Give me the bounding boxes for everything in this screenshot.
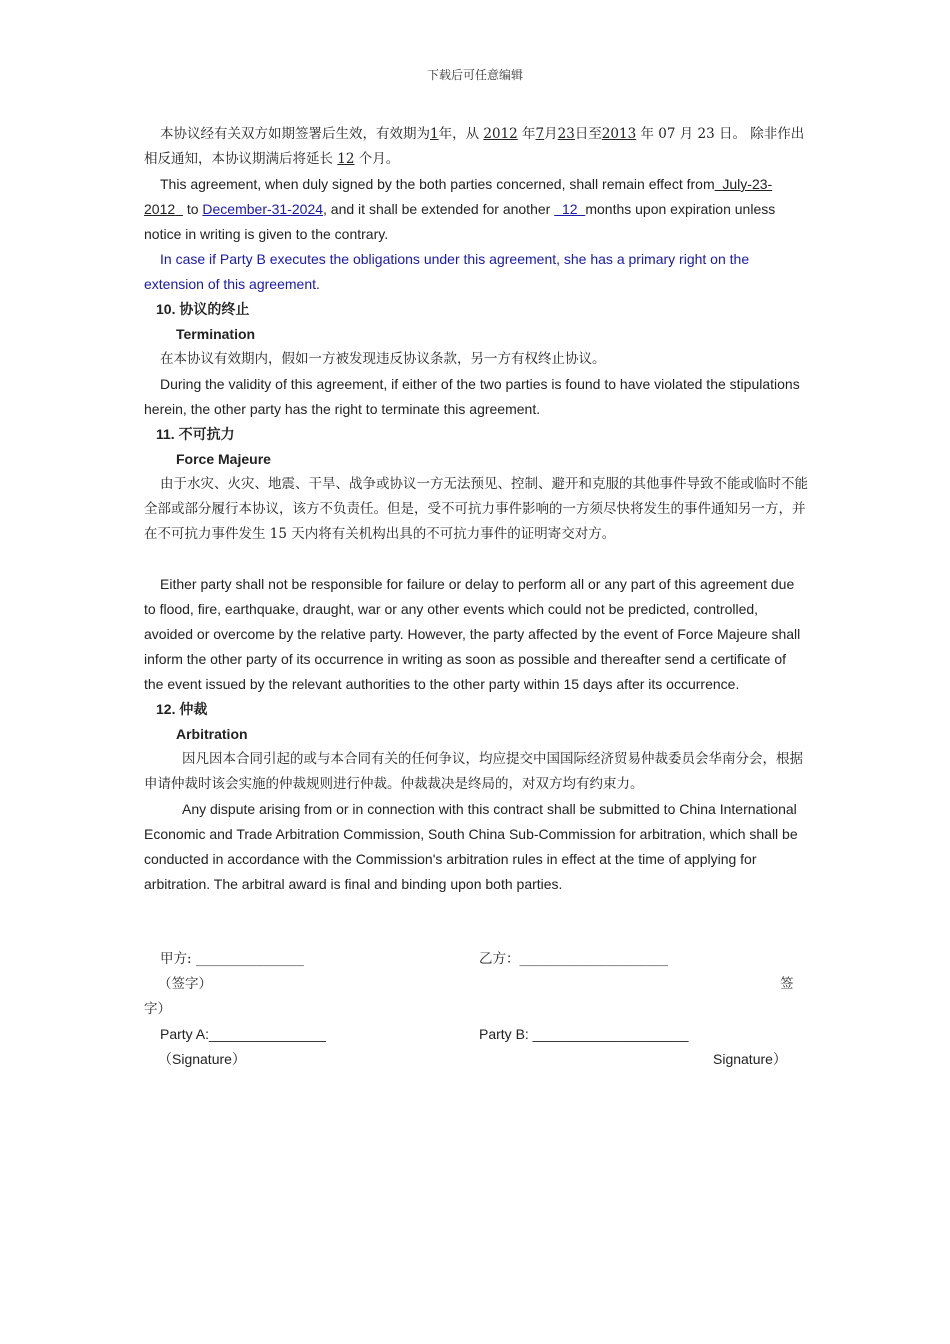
section-11-en: Either party shall not be responsible for failure or delay to perform all or any part of this agreement due to flood, fire, earthquake, draught, war or any other events which could not be predicted, controlled, avoided or overcome by the relative party. However, the party affected by the event of Force Majeure shall inform the other party of its occurrence in writing as soon as possible and thereafter send a certificate of the event issued by the relevant authorities to the other party within 15 days after its occurrence.: [144, 576, 801, 692]
section-10-title: 10. 协议的终止: [156, 301, 250, 317]
validity-zh: 本协议经有关双方如期签署后生效，有效期为1年，从 2012 年7月23日至2013 年 07 月 23 日。 除非作出相反通知，本协议期满后将延长 12 个月。: [144, 126, 805, 167]
signature-label-row-en: [144, 1047, 808, 1072]
years-field: 1: [430, 126, 439, 142]
section-12-title: 12. 仲裁: [156, 701, 208, 717]
sign-label-zh-right: 签: [780, 976, 794, 992]
start-month-field: 7: [535, 126, 545, 142]
section-10-zh: 在本协议有效期内，假如一方被发现违反协议条款，另一方有权终止协议。: [160, 351, 606, 367]
document-body: [144, 122, 808, 1072]
signature-row-zh: [144, 947, 808, 972]
extension-field-en: 12: [561, 201, 578, 217]
validity-en: This agreement, when duly signed by the both parties concerned, shall remain effect from July-23-2012 to December-31-2024, and it shall be extended for another 12 months upon expiration unless notice in writing is given to the contrary.: [144, 176, 776, 242]
extension-right-note: In case if Party B executes the obligations under this agreement, she has a primary right on the extension of this agreement.: [144, 251, 750, 292]
section-12-zh: 因凡因本合同引起的或与本合同有关的任何争议，均应提交中国国际经济贸易仲裁委员会华南分会，根据申请仲裁时该会实施的仲裁规则进行仲裁。仲裁裁决是终局的，对双方均有约束力。: [144, 751, 803, 792]
party-a-zh-line[interactable]: 甲方: ________________: [160, 951, 304, 967]
section-12-subtitle: Arbitration: [176, 726, 248, 742]
start-day-field: 23: [557, 126, 575, 142]
section-11-subtitle: Force Majeure: [176, 451, 271, 467]
signature-label-cont-zh: [144, 997, 808, 1022]
extension-months-field: 12: [337, 151, 355, 167]
signature-label-row-zh: [144, 972, 808, 997]
section-12-en: Any dispute arising from or in connection with this contract shall be submitted to China International Economic and Trade Arbitration Commission, South China Sub-Commission for arbitration, which shall be conducted in accordance with the Commission's arbitration rules in effect at the time of applying for arbitration. The arbitral award is final and binding upon both parties.: [144, 801, 798, 892]
page-header: 下载后可任意编辑: [426, 68, 523, 82]
start-date-field: July-23-2012: [144, 176, 773, 217]
end-year-field: 2013: [601, 126, 637, 142]
party-b-zh-line[interactable]: 乙方：______________________: [479, 951, 668, 967]
start-year-field: 2012: [483, 126, 518, 142]
sign-label-zh-left: （签字）: [158, 976, 212, 992]
sign-label-en-left: （Signature）: [158, 1051, 246, 1067]
signature-row-en: [144, 1022, 808, 1047]
section-11-title: 11. 不可抗力: [156, 426, 235, 442]
section-11-zh: 由于水灾、火灾、地震、干旱、战争或协议一方无法预见、控制、避开和克服的其他事件导致不能或临时不能全部或部分履行本协议，该方不负责任。但是，受不可抗力事件影响的一方须尽快将发生的事件通知另一方，并在不可抗力事件发生 15 天内将有关机构出具的不可抗力事件的证明寄交对方。: [144, 476, 808, 542]
end-date-link[interactable]: December-31-2024: [202, 201, 324, 217]
section-10-en: During the validity of this agreement, if either of the two parties is found to have violated the stipulations herein, the other party has the right to terminate this agreement.: [144, 376, 800, 417]
party-a-en-line[interactable]: Party A:_______________: [160, 1026, 326, 1042]
sign-label-en-right: Signature）: [713, 1051, 787, 1067]
sign-label-zh-cont: 字）: [144, 1001, 171, 1017]
party-b-en-line[interactable]: Party B: ____________________: [479, 1026, 689, 1042]
section-10-subtitle: Termination: [176, 326, 256, 342]
